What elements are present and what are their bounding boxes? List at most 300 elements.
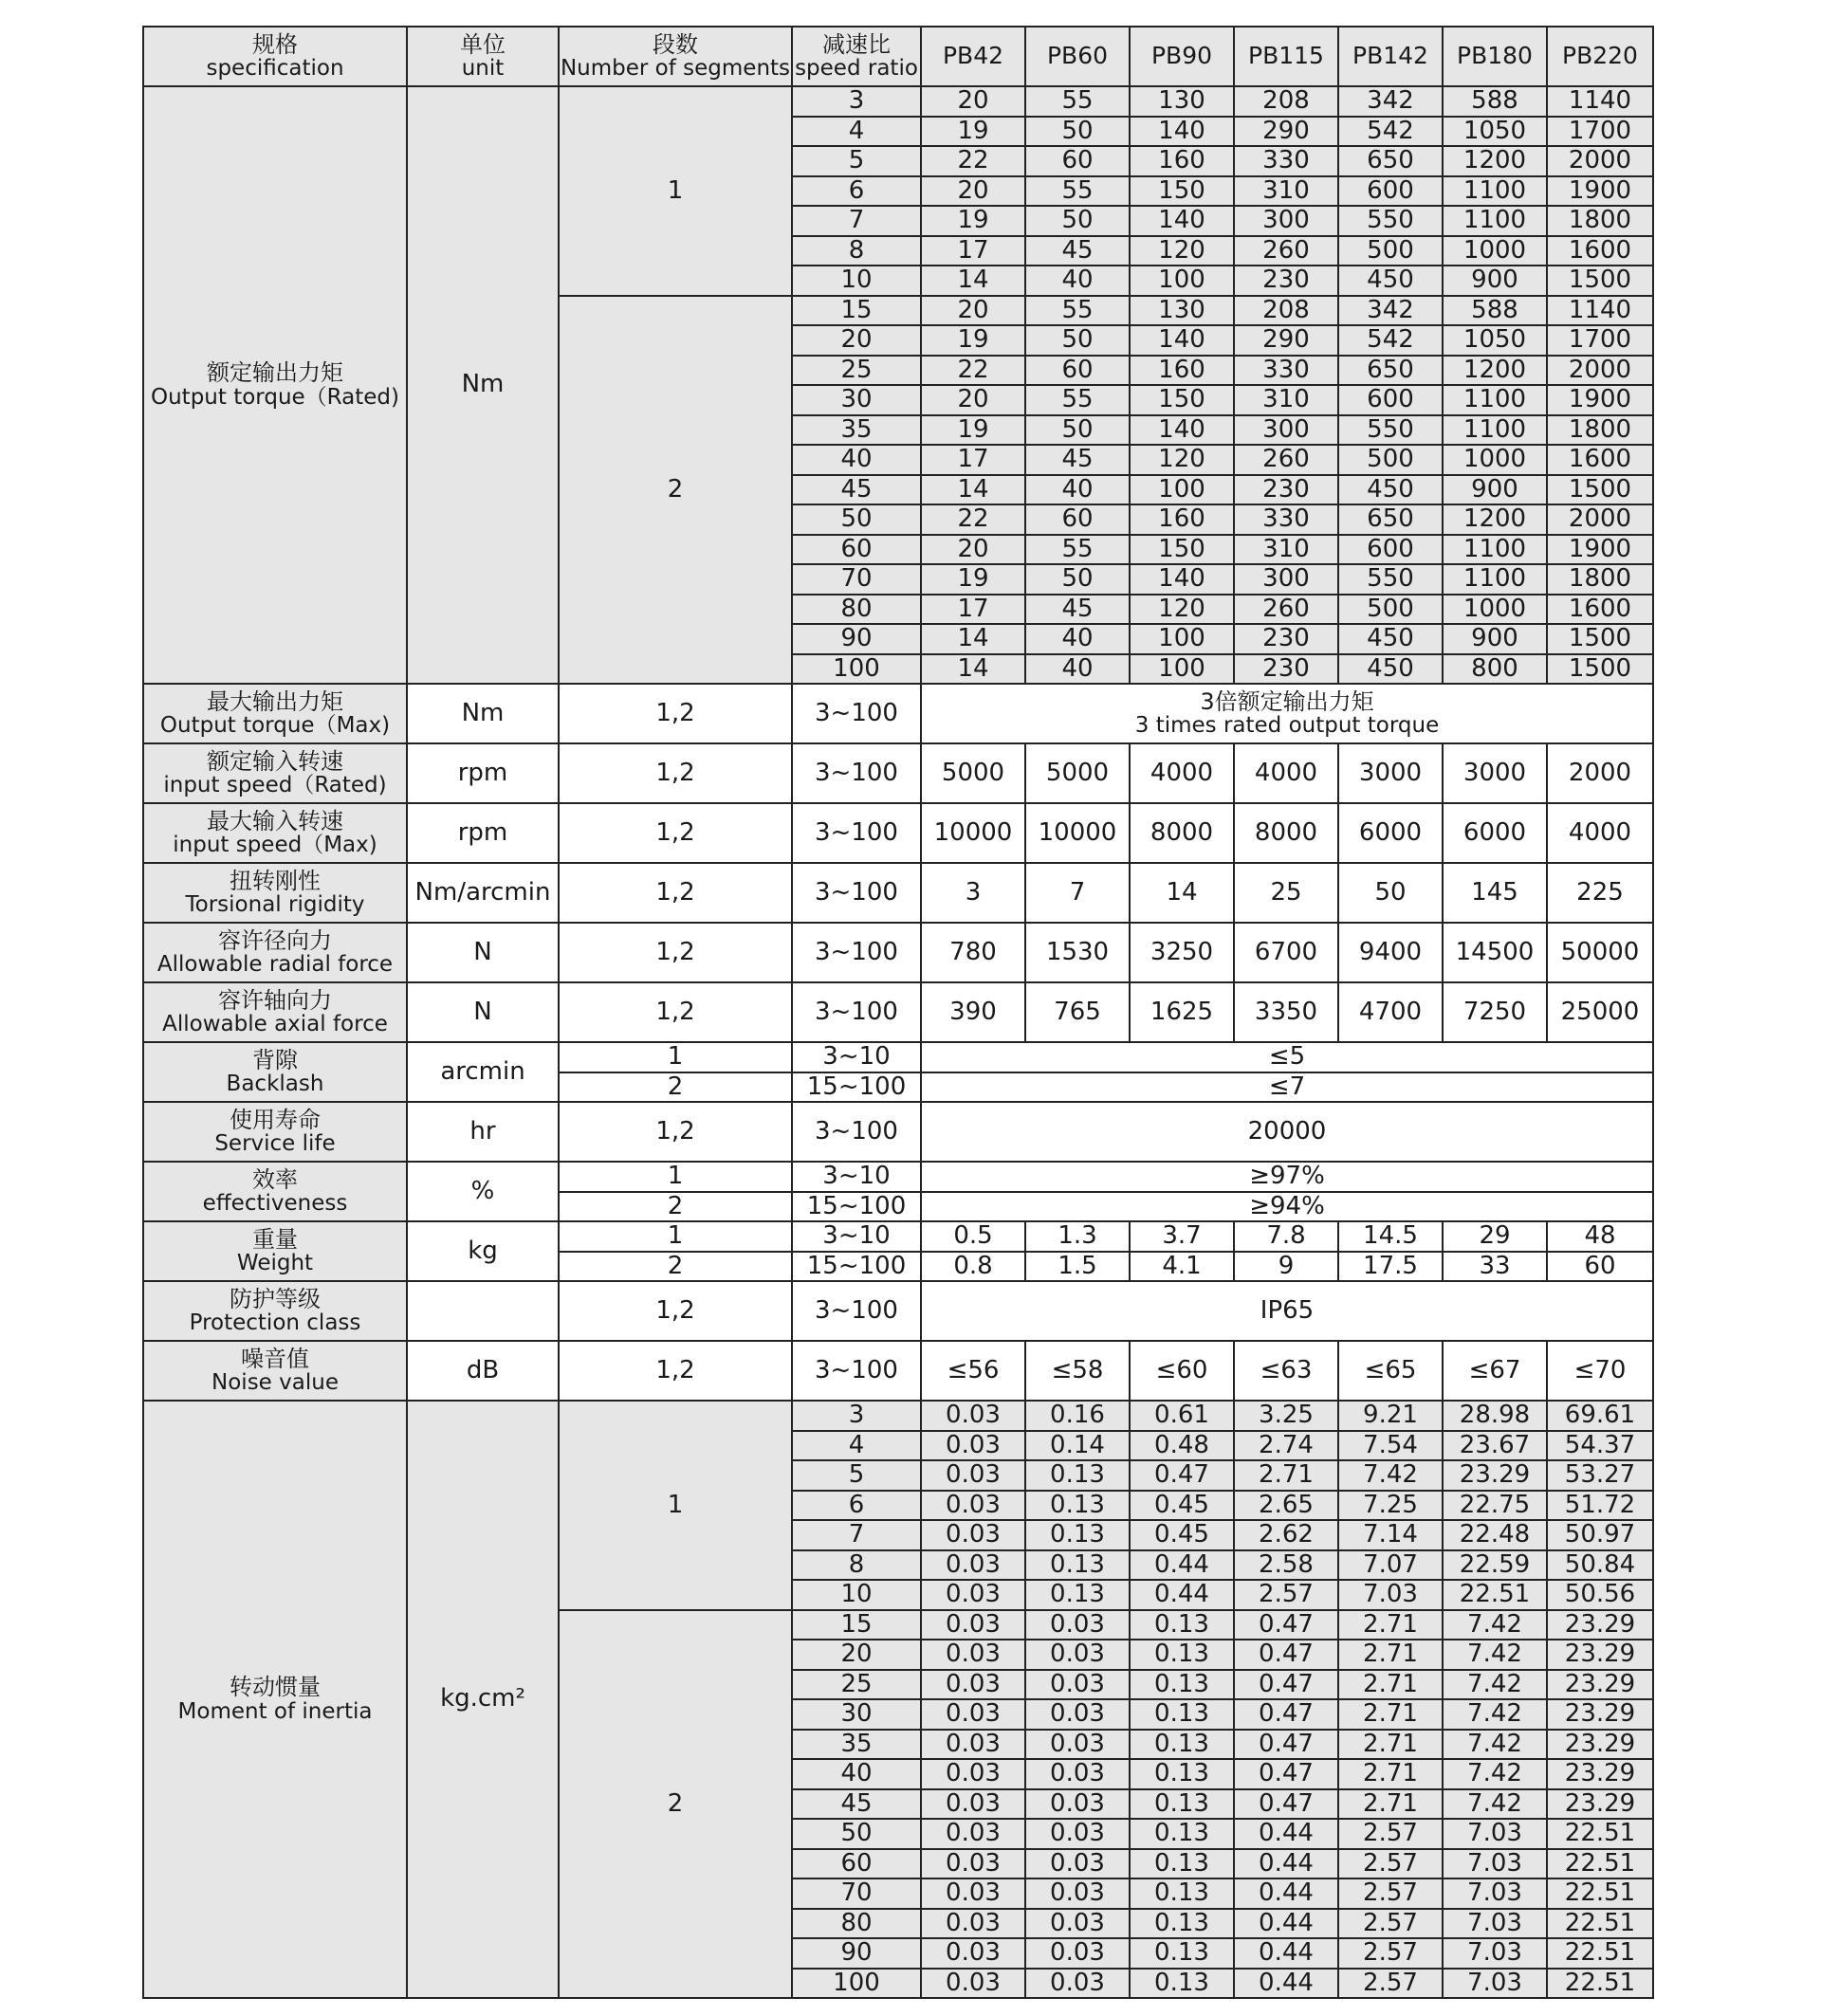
backlash-ratio — [792, 1072, 921, 1103]
rated-input-speed-value — [1234, 743, 1338, 803]
table-row — [143, 982, 1653, 1042]
inertia-value — [1547, 1670, 1653, 1700]
rated-torque-stage-1-text: 1 — [667, 175, 684, 205]
rated-torque-value-text: 900 — [1471, 266, 1518, 295]
rated-torque-ratio-text: 60 — [840, 534, 873, 563]
radial-force-label — [143, 923, 407, 982]
inertia-value-text: 7.03 — [1467, 1968, 1522, 1997]
torsional-rigidity-ratio-text: 3~100 — [815, 877, 898, 907]
inertia-value-text: 7.42 — [1467, 1699, 1522, 1729]
inertia-ratio — [792, 1460, 921, 1491]
inertia-value — [1547, 1640, 1653, 1670]
protection-class-ratio-text: 3~100 — [815, 1295, 898, 1325]
rated-torque-value — [1130, 86, 1234, 117]
inertia-value-text: 23.29 — [1564, 1699, 1636, 1729]
rated-torque-ratio — [792, 325, 921, 356]
noise-value — [1234, 1341, 1338, 1401]
inertia-value-text: 0.03 — [946, 1908, 1001, 1937]
rated-torque-ratio — [792, 564, 921, 595]
service-life-label-en: Service life — [214, 1131, 336, 1157]
inertia-ratio — [792, 1789, 921, 1820]
max-input-speed-value-text: 4000 — [1568, 817, 1632, 847]
rated-torque-value-text: 100 — [1158, 474, 1205, 504]
rated-torque-stage-1 — [559, 86, 792, 296]
inertia-value — [1547, 1789, 1653, 1820]
rated-torque-value — [1234, 296, 1338, 326]
weight-stage-text: 1 — [667, 1221, 684, 1251]
rated-torque-value — [1234, 176, 1338, 207]
rated-torque-value — [1130, 176, 1234, 207]
inertia-value-text: 0.44 — [1259, 1968, 1314, 1997]
efficiency-ratio — [792, 1162, 921, 1192]
inertia-value-text: 0.03 — [946, 1669, 1001, 1698]
rated-input-speed-ratio — [792, 743, 921, 803]
inertia-value — [1025, 1938, 1130, 1969]
rated-torque-value — [1547, 654, 1653, 685]
rated-torque-value — [1025, 146, 1130, 176]
inertia-value — [1338, 1969, 1443, 1999]
inertia-value — [1547, 1909, 1653, 1939]
inertia-value — [1025, 1491, 1130, 1521]
rated-torque-ratio-text: 90 — [840, 624, 873, 653]
inertia-value-text: 0.47 — [1259, 1788, 1314, 1818]
inertia-value — [1025, 1849, 1130, 1879]
max-input-speed-value — [1338, 803, 1443, 863]
rated-torque-value-text: 45 — [1061, 235, 1094, 265]
max-torque-label-en: Output torque（Max) — [159, 713, 391, 739]
inertia-value-text: 0.44 — [1259, 1819, 1314, 1848]
inertia-value — [1130, 1520, 1234, 1550]
radial-force-ratio — [792, 923, 921, 982]
header-model — [1338, 27, 1443, 86]
rated-torque-value-text: 500 — [1367, 235, 1414, 265]
inertia-value-text: 22.51 — [1564, 1879, 1636, 1908]
rated-torque-value-text: 800 — [1471, 653, 1518, 683]
inertia-ratio-text: 70 — [840, 1879, 873, 1908]
weight-ratio-text: 3~10 — [822, 1221, 891, 1251]
inertia-value — [1443, 1491, 1547, 1521]
noise-value-text: ≤63 — [1260, 1355, 1313, 1384]
radial-force-value-text: 50000 — [1560, 937, 1640, 966]
rated-torque-value-text: 900 — [1471, 474, 1518, 504]
rated-torque-value-text: 542 — [1367, 116, 1414, 145]
radial-force-value — [1025, 923, 1130, 982]
inertia-value-text: 7.03 — [1467, 1938, 1522, 1968]
torsional-rigidity-value-text: 50 — [1374, 877, 1407, 907]
rated-torque-value-text: 1000 — [1462, 445, 1527, 474]
inertia-value-text: 23.29 — [1459, 1460, 1531, 1490]
rated-torque-value — [1234, 595, 1338, 625]
inertia-value — [921, 1640, 1025, 1670]
rated-torque-value — [1547, 206, 1653, 236]
rated-torque-value-text: 120 — [1158, 445, 1205, 474]
inertia-value-text: 7.42 — [1363, 1460, 1418, 1490]
inertia-value-text: 0.03 — [946, 1819, 1001, 1848]
rated-torque-value — [921, 654, 1025, 685]
inertia-value — [921, 1849, 1025, 1879]
max-input-speed-value-text: 8000 — [1150, 817, 1214, 847]
inertia-value — [1338, 1610, 1443, 1640]
inertia-ratio — [792, 1491, 921, 1521]
rated-torque-ratio-text: 15 — [840, 295, 873, 324]
inertia-value-text: 23.29 — [1564, 1788, 1636, 1818]
inertia-ratio-text: 30 — [840, 1699, 873, 1729]
max-input-speed-value-text: 10000 — [933, 817, 1013, 847]
header-model — [921, 27, 1025, 86]
inertia-value — [1234, 1520, 1338, 1550]
rated-torque-value-text: 17 — [957, 235, 989, 265]
inertia-value-text: 2.74 — [1259, 1430, 1314, 1459]
rated-torque-value-text: 19 — [957, 325, 989, 355]
rated-torque-ratio-text: 70 — [840, 564, 873, 594]
efficiency-stage — [559, 1192, 792, 1222]
rated-torque-value — [1130, 595, 1234, 625]
rated-torque-value-text: 600 — [1367, 175, 1414, 205]
rated-torque-value — [921, 475, 1025, 505]
rated-torque-value — [1234, 564, 1338, 595]
rated-torque-value — [1130, 146, 1234, 176]
inertia-value — [1338, 1819, 1443, 1849]
weight-value-text: 0.8 — [953, 1251, 993, 1280]
inertia-value-text: 50.97 — [1564, 1520, 1636, 1549]
max-input-speed-value-text: 10000 — [1038, 817, 1117, 847]
inertia-value-text: 0.13 — [1050, 1460, 1105, 1490]
rated-torque-value — [1443, 535, 1547, 565]
weight-stage — [559, 1221, 792, 1252]
inertia-value — [1443, 1879, 1547, 1909]
inertia-value-text: 23.29 — [1564, 1609, 1636, 1639]
inertia-value-text: 0.03 — [1050, 1848, 1105, 1878]
inertia-value — [1234, 1730, 1338, 1760]
inertia-value — [1234, 1849, 1338, 1879]
inertia-value — [921, 1491, 1025, 1521]
axial-force-ratio — [792, 982, 921, 1042]
efficiency-unit — [407, 1162, 559, 1221]
radial-force-label-cn: 容许径向力 — [218, 926, 332, 954]
inertia-value — [1234, 1759, 1338, 1789]
inertia-value-text: 0.03 — [946, 1640, 1001, 1669]
inertia-value-text: 0.13 — [1154, 1819, 1209, 1848]
rated-torque-value — [1130, 356, 1234, 386]
rated-torque-ratio — [792, 385, 921, 415]
torsional-rigidity-unit — [407, 863, 559, 923]
inertia-value — [1443, 1520, 1547, 1550]
rated-input-speed-ratio-text: 3~100 — [815, 758, 898, 787]
weight-label — [143, 1221, 407, 1281]
rated-torque-value-text: 1900 — [1568, 385, 1632, 414]
backlash-stage — [559, 1042, 792, 1072]
inertia-value-text: 23.67 — [1459, 1430, 1531, 1459]
rated-torque-value — [1547, 624, 1653, 654]
rated-torque-value — [921, 206, 1025, 236]
rated-torque-value — [1443, 236, 1547, 266]
rated-torque-ratio-text: 20 — [840, 325, 873, 355]
rated-torque-value-text: 300 — [1262, 414, 1310, 444]
inertia-value — [1130, 1670, 1234, 1700]
rated-torque-value-text: 40 — [1061, 266, 1094, 295]
rated-torque-value — [1338, 266, 1443, 296]
inertia-value — [1443, 1550, 1547, 1581]
rated-torque-ratio — [792, 624, 921, 654]
rated-torque-value — [1443, 385, 1547, 415]
inertia-value-text: 0.44 — [1154, 1580, 1209, 1609]
weight-value-text: 3.7 — [1162, 1221, 1202, 1251]
inertia-value-text: 0.03 — [946, 1729, 1001, 1758]
weight-value — [1443, 1221, 1547, 1252]
rated-torque-value — [1025, 504, 1130, 535]
backlash-stage — [559, 1072, 792, 1103]
rated-torque-ratio-text: 10 — [840, 266, 873, 295]
rated-torque-value-text: 310 — [1262, 385, 1310, 414]
weight-value — [1338, 1221, 1443, 1252]
rated-torque-value-text: 650 — [1367, 146, 1414, 175]
rated-torque-value-text: 60 — [1061, 146, 1094, 175]
inertia-value — [1547, 1580, 1653, 1610]
inertia-value-text: 0.03 — [1050, 1819, 1105, 1848]
inertia-ratio-text: 100 — [833, 1968, 880, 1997]
rated-torque-value — [1338, 356, 1443, 386]
rated-torque-value — [1130, 504, 1234, 535]
inertia-value-text: 0.03 — [1050, 1788, 1105, 1818]
rated-torque-value — [1443, 415, 1547, 446]
header-model — [1234, 27, 1338, 86]
inertia-value — [1338, 1879, 1443, 1909]
rated-input-speed-unit-text: rpm — [457, 758, 508, 787]
radial-force-value-text: 14500 — [1455, 937, 1535, 966]
inertia-value-text: 0.03 — [946, 1699, 1001, 1729]
rated-torque-value — [921, 356, 1025, 386]
rated-torque-value-text: 19 — [957, 206, 989, 235]
rated-torque-value-text: 55 — [1061, 534, 1094, 563]
weight-unit-text: kg — [468, 1236, 498, 1265]
efficiency-stage-text: 2 — [667, 1191, 684, 1220]
inertia-value-text: 0.61 — [1154, 1401, 1209, 1430]
inertia-stage-2-text: 2 — [667, 1788, 684, 1818]
efficiency-label-cn: 效率 — [252, 1165, 298, 1193]
rated-input-speed-label — [143, 743, 407, 803]
rated-torque-value — [1338, 595, 1443, 625]
radial-force-value — [1234, 923, 1338, 982]
header-unit-cn: 单位 — [460, 30, 506, 58]
rated-torque-ratio — [792, 86, 921, 117]
efficiency-ratio — [792, 1192, 921, 1222]
inertia-value-text: 2.57 — [1363, 1968, 1418, 1997]
inertia-value — [1025, 1759, 1130, 1789]
rated-input-speed-value-text: 4000 — [1254, 758, 1318, 787]
max-input-speed-ratio-text: 3~100 — [815, 817, 898, 847]
rated-torque-value — [1547, 415, 1653, 446]
rated-torque-ratio-text: 80 — [840, 594, 873, 623]
weight-label-en: Weight — [236, 1251, 314, 1276]
rated-torque-value-text: 20 — [957, 295, 989, 324]
rated-torque-value — [1234, 624, 1338, 654]
torsional-rigidity-value — [1443, 863, 1547, 923]
weight-value — [1338, 1252, 1443, 1282]
rated-torque-value — [1025, 356, 1130, 386]
max-input-speed-value — [1234, 803, 1338, 863]
inertia-value — [1130, 1401, 1234, 1431]
protection-class-label — [143, 1281, 407, 1341]
inertia-value-text: 0.03 — [946, 1879, 1001, 1908]
rated-torque-value-text: 1200 — [1462, 504, 1527, 534]
rated-torque-value — [921, 86, 1025, 117]
inertia-value — [1234, 1431, 1338, 1461]
inertia-value — [921, 1550, 1025, 1581]
inertia-value — [1443, 1730, 1547, 1760]
inertia-ratio-text: 25 — [840, 1669, 873, 1698]
inertia-value — [1025, 1431, 1130, 1461]
noise-value — [1025, 1341, 1130, 1401]
inertia-value-text: 0.03 — [1050, 1640, 1105, 1669]
inertia-value — [921, 1730, 1025, 1760]
inertia-value — [1025, 1520, 1130, 1550]
weight-value — [1443, 1252, 1547, 1282]
rated-torque-ratio — [792, 296, 921, 326]
rated-torque-value — [1025, 535, 1130, 565]
inertia-value-text: 7.03 — [1467, 1848, 1522, 1878]
rated-torque-value-text: 22 — [957, 146, 989, 175]
rated-torque-value-text: 40 — [1061, 653, 1094, 683]
inertia-value — [1025, 1819, 1130, 1849]
inertia-ratio — [792, 1819, 921, 1849]
noise-stage-text: 1,2 — [655, 1355, 695, 1384]
inertia-ratio — [792, 1401, 921, 1431]
weight-value-text: 0.5 — [953, 1221, 993, 1251]
rated-torque-value-text: 330 — [1262, 355, 1310, 384]
inertia-ratio-text: 7 — [848, 1520, 865, 1549]
inertia-value-text: 0.03 — [1050, 1759, 1105, 1788]
inertia-value — [1338, 1730, 1443, 1760]
inertia-value — [1443, 1640, 1547, 1670]
axial-force-value — [1025, 982, 1130, 1042]
inertia-value — [1338, 1491, 1443, 1521]
rated-torque-ratio-text: 25 — [840, 355, 873, 384]
weight-value-text: 29 — [1479, 1221, 1511, 1251]
protection-class-value — [921, 1281, 1653, 1341]
inertia-value-text: 0.03 — [1050, 1968, 1105, 1997]
service-life-value-text: 20000 — [1247, 1116, 1327, 1145]
rated-torque-value — [1234, 325, 1338, 356]
rated-torque-ratio — [792, 445, 921, 475]
rated-torque-ratio-text: 7 — [848, 206, 865, 235]
inertia-value — [921, 1879, 1025, 1909]
inertia-value-text: 0.47 — [1259, 1699, 1314, 1729]
rated-torque-value — [1130, 296, 1234, 326]
rated-torque-value-text: 22 — [957, 355, 989, 384]
axial-force-label-cn: 容许轴向力 — [218, 986, 332, 1014]
inertia-value-text: 23.29 — [1564, 1669, 1636, 1698]
axial-force-value — [1547, 982, 1653, 1042]
weight-value — [1547, 1252, 1653, 1282]
rated-torque-ratio — [792, 504, 921, 535]
header-model-text: PB42 — [942, 42, 1004, 70]
backlash-ratio-text: 15~100 — [806, 1072, 907, 1101]
radial-force-value-text: 1530 — [1045, 937, 1110, 966]
inertia-ratio-text: 5 — [848, 1460, 865, 1490]
inertia-value — [1547, 1730, 1653, 1760]
inertia-ratio-text: 6 — [848, 1490, 865, 1519]
inertia-ratio — [792, 1938, 921, 1969]
backlash-value-text: ≤5 — [1268, 1042, 1306, 1072]
table-row — [143, 1401, 1653, 1431]
axial-force-stage — [559, 982, 792, 1042]
rated-torque-value-text: 450 — [1367, 474, 1414, 504]
inertia-ratio — [792, 1879, 921, 1909]
rated-input-speed-value — [1547, 743, 1653, 803]
inertia-value — [1025, 1580, 1130, 1610]
rated-torque-stage-2 — [559, 296, 792, 685]
rated-torque-value-text: 150 — [1158, 175, 1205, 205]
rated-input-speed-stage-text: 1,2 — [655, 758, 695, 787]
inertia-value-text: 50.84 — [1564, 1549, 1636, 1579]
rated-torque-value-text: 160 — [1158, 355, 1205, 384]
inertia-value — [1547, 1520, 1653, 1550]
inertia-value — [921, 1819, 1025, 1849]
inertia-value — [1025, 1670, 1130, 1700]
max-input-speed-label-cn: 最大输入转速 — [207, 807, 343, 834]
rated-torque-value-text: 100 — [1158, 653, 1205, 683]
radial-force-value — [921, 923, 1025, 982]
rated-torque-value — [1130, 445, 1234, 475]
inertia-value-text: 0.03 — [946, 1430, 1001, 1459]
weight-value-text: 4.1 — [1162, 1251, 1202, 1280]
max-input-speed-stage-text: 1,2 — [655, 817, 695, 847]
rated-torque-value — [1443, 475, 1547, 505]
inertia-value — [1234, 1550, 1338, 1581]
rated-input-speed-value-text: 5000 — [941, 758, 1005, 787]
inertia-value-text: 0.13 — [1154, 1669, 1209, 1698]
rated-torque-value — [1443, 654, 1547, 685]
rated-torque-value-text: 1800 — [1568, 564, 1632, 594]
header-model-text: PB220 — [1562, 42, 1638, 70]
weight-ratio — [792, 1221, 921, 1252]
rated-torque-value-text: 160 — [1158, 146, 1205, 175]
inertia-value-text: 2.57 — [1363, 1908, 1418, 1937]
rated-torque-value-text: 1050 — [1462, 116, 1527, 145]
rated-torque-value-text: 208 — [1262, 86, 1310, 116]
rated-torque-value-text: 208 — [1262, 295, 1310, 324]
rated-torque-value — [1547, 475, 1653, 505]
max-torque-value-en: 3 times rated output torque — [1134, 713, 1440, 739]
header-segments — [559, 27, 792, 86]
rated-torque-value — [1338, 564, 1443, 595]
rated-torque-value-text: 140 — [1158, 325, 1205, 355]
rated-torque-value — [1547, 86, 1653, 117]
rated-torque-value — [1025, 415, 1130, 446]
rated-torque-value-text: 100 — [1158, 624, 1205, 653]
table-row — [143, 863, 1653, 923]
inertia-value — [1130, 1730, 1234, 1760]
inertia-ratio — [792, 1640, 921, 1670]
rated-torque-value — [921, 296, 1025, 326]
rated-torque-value-text: 1900 — [1568, 534, 1632, 563]
radial-force-unit — [407, 923, 559, 982]
rated-torque-value-text: 550 — [1367, 564, 1414, 594]
rated-torque-value-text: 1500 — [1568, 474, 1632, 504]
rated-torque-value — [1443, 356, 1547, 386]
rated-torque-ratio — [792, 176, 921, 207]
rated-torque-value — [1338, 296, 1443, 326]
axial-force-value-text: 3350 — [1254, 997, 1318, 1026]
axial-force-value — [1234, 982, 1338, 1042]
weight-value-text: 1.5 — [1058, 1251, 1097, 1280]
radial-force-unit-text: N — [473, 937, 492, 966]
backlash-ratio-text: 3~10 — [822, 1042, 891, 1072]
table-row — [143, 684, 1653, 743]
inertia-value — [1443, 1759, 1547, 1789]
inertia-value — [1547, 1550, 1653, 1581]
weight-value — [1234, 1252, 1338, 1282]
